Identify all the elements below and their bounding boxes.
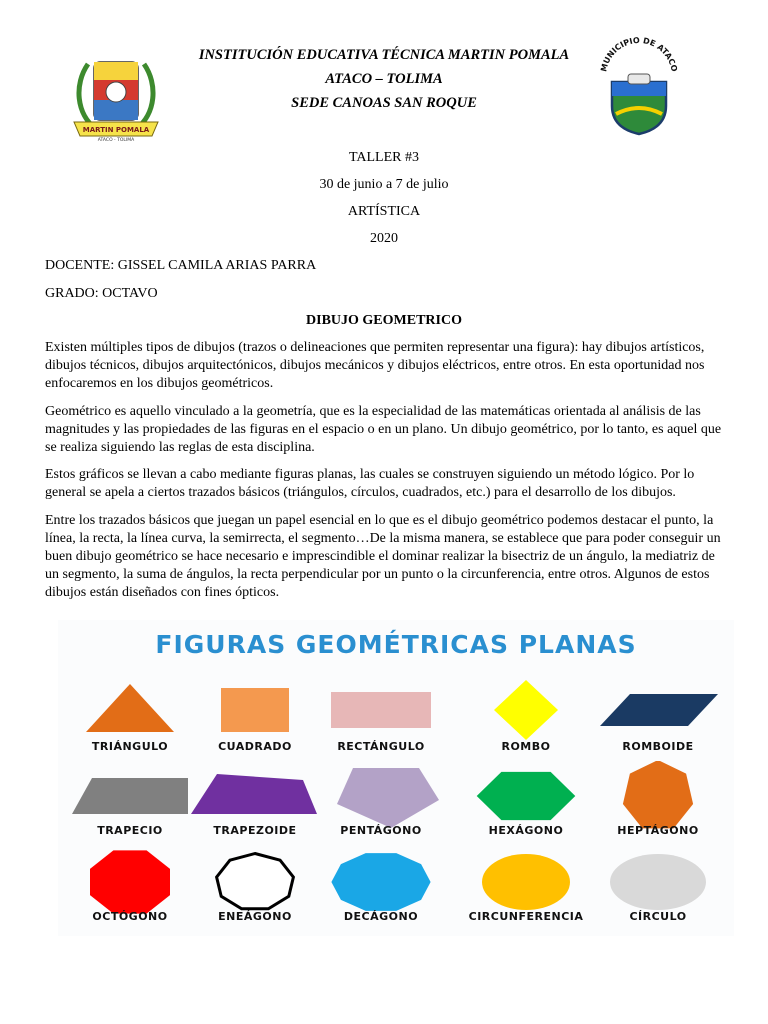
decagon-label: DECÁGONO <box>343 910 419 923</box>
square-shape-fill <box>221 688 289 732</box>
workshop-title: TALLER #3 <box>348 150 420 165</box>
logo-right-text: MUNICIPIO DE ATACO <box>599 36 679 73</box>
rectangle-label: RECTÁNGULO <box>337 740 425 753</box>
heptagon-shape <box>593 761 723 831</box>
rectangle-shape-fill <box>331 692 431 728</box>
heptagon-shape-fill <box>623 761 693 828</box>
rectangle-shape <box>316 675 446 745</box>
circle-shape-fill <box>610 854 706 910</box>
pentagon-label: PENTÁGONO <box>340 824 422 837</box>
pentagon-shape <box>316 761 446 831</box>
hexagon-shape-fill <box>477 772 576 820</box>
decagon-shape <box>316 847 446 917</box>
trapezoid-irregular-label: TRAPEZOIDE <box>213 824 297 837</box>
figure-title: FIGURAS GEOMÉTRICAS PLANAS <box>155 630 637 659</box>
teacher: DOCENTE: GISSEL CAMILA ARIAS PARRA <box>45 258 317 273</box>
hexagon-shape <box>461 761 591 831</box>
enneagon-label: ENEÁGONO <box>218 910 292 923</box>
geometric-shapes-figure <box>58 620 734 936</box>
heptagon-label: HEPTÁGONO <box>617 824 699 837</box>
circumference-shape <box>461 847 591 917</box>
triangle-shape <box>65 675 195 745</box>
trapezoid-irregular-shape-fill <box>191 774 317 814</box>
paragraph: Entre los trazados básicos que juegan un papel esencial en lo que es el dibujo geométrico podemos destacar el punto, la línea, la recta, la línea curva, la semirrecta, el segmento…De la misma manera, se establece que para poder conseguir un buen dibujo geométrico se hace necesario e imprescindible el dominar realizar la bisectriz de un ángulo, la mediatriz de un segmento, la suma de ángulos, la recta perpendicular por un punto o la circunferencia, entre otros. Algunos de estos dibujos están diseñados con fines ópticos. <box>45 513 721 600</box>
grade: GRADO: OCTAVO <box>45 286 158 301</box>
year: 2020 <box>370 231 398 246</box>
campus: SEDE CANOAS SAN ROQUE <box>291 95 477 111</box>
circumference-shape-fill <box>482 854 570 910</box>
enneagon-shape-fill <box>217 854 294 909</box>
circle-shape <box>593 847 723 917</box>
trapezoid-shape-fill <box>72 778 188 814</box>
logo-left-small: ATACO - TOLIMA <box>97 138 135 142</box>
rhomboid-shape-fill <box>600 694 718 726</box>
paragraph: Geométrico es aquello vinculado a la geometría, que es la especialidad de las matemáticas orientada al análisis de las magnitudes y las propiedades de las figuras en el espacio o en un plano. Un dibujo geométrico, por lo tanto, es aquel que se realiza siguiendo las reglas de esta disciplina. <box>45 404 722 455</box>
rhombus-shape-fill <box>494 680 558 740</box>
date-range: 30 de junio a 7 de julio <box>319 177 449 192</box>
rhomboid-label: ROMBOIDE <box>622 740 694 753</box>
octagon-shape-fill <box>90 850 170 913</box>
subject: ARTÍSTICA <box>347 204 421 219</box>
enneagon-shape <box>190 847 320 917</box>
triangle-label: TRIÁNGULO <box>91 740 169 753</box>
circle-label: CÍRCULO <box>629 910 687 923</box>
trapezoid-label: TRAPECIO <box>97 824 163 837</box>
trapezoid-irregular-shape <box>190 761 320 831</box>
location: ATACO – TOLIMA <box>325 71 443 87</box>
square-shape <box>190 675 320 745</box>
rhomboid-shape <box>593 675 723 745</box>
paragraph: Estos gráficos se llevan a cabo mediante figuras planas, las cuales se construyen siguiendo un método lógico. Por lo general se apela a ciertos trazados básicos (triángulos, círculos, cuadrados, etc.) para el desarrollo de los dibujos. <box>45 467 695 500</box>
circumference-label: CIRCUNFERENCIA <box>468 910 584 923</box>
institution-name: INSTITUCIÓN EDUCATIVA TÉCNICA MARTIN POMALA <box>198 47 570 63</box>
octagon-shape <box>65 847 195 917</box>
triangle-shape-fill <box>86 684 174 732</box>
trapezoid-shape <box>65 761 195 831</box>
hexagon-label: HEXÁGONO <box>488 824 564 837</box>
rhombus-shape <box>461 675 591 745</box>
square-label: CUADRADO <box>218 740 292 753</box>
logo-left-text: MARTIN POMALA <box>82 126 150 134</box>
rhombus-label: ROMBO <box>501 740 551 753</box>
decagon-shape-fill <box>331 853 430 911</box>
octagon-label: OCTÓGONO <box>92 910 168 923</box>
section-title: DIBUJO GEOMETRICO <box>306 313 462 328</box>
pentagon-shape-fill <box>337 768 439 828</box>
paragraph: Existen múltiples tipos de dibujos (trazos o delineaciones que permiten representar una figura): hay dibujos artísticos, dibujos técnicos, dibujos arquitectónicos, dibujos mecánicos y dibujos eléctricos, entre otros. En esta oportunidad nos enfocaremos en los dibujos geométricos. <box>45 340 705 391</box>
